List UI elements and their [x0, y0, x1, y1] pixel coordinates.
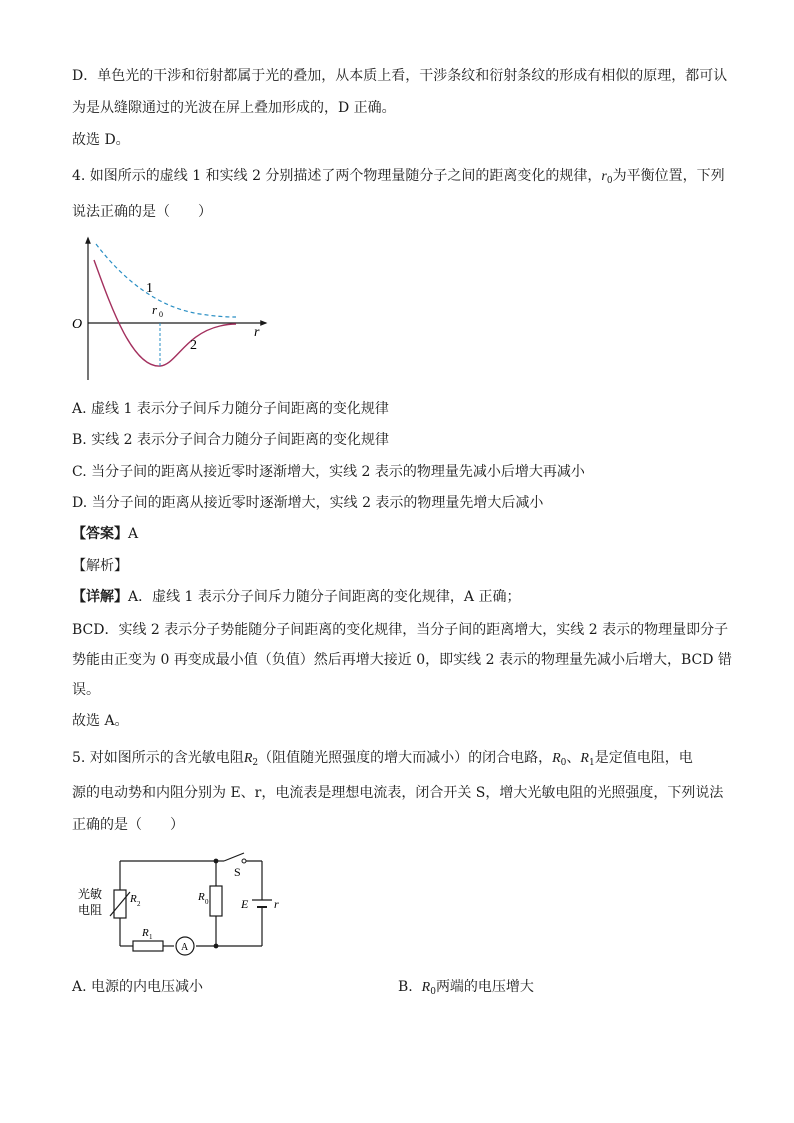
q4-analysis-tag: 【解析】: [72, 558, 128, 574]
r1-resistor: [133, 941, 163, 951]
switch-contact: [242, 859, 246, 863]
q4-option-b: B. 实线 2 表示分子间合力随分子间距离的变化规律: [72, 432, 389, 448]
q4-detail-3: 势能由正变为 0 再变成最小值（负值）然后再增大接近 0，即实线 2 表示的物理量先减小后增大，BCD 错: [72, 652, 732, 668]
q5-option-b-symbol: R: [421, 980, 431, 995]
q4-stem-a: 4. 如图所示的虚线 1 和实线 2 分别描述了两个物理量随分子之间的距离变化的规律，: [72, 168, 602, 184]
q5-r0-symbol: R: [552, 751, 561, 766]
q5-option-b-subscript: 0: [430, 987, 436, 997]
prev-answer-line-2: 为是从缝隙通过的光波在屏上叠加形成的，D 正确。: [72, 100, 396, 116]
curve-2-label: 2: [190, 338, 197, 353]
q4-r0-subscript: 0: [606, 176, 613, 186]
q5-stem-line-2: 源的电动势和内阻分别为 E、r，电流表是理想电流表，闭合开关 S，增大光敏电阻的光照强度，下列说法: [72, 785, 724, 801]
junction-dot-bottom: [214, 944, 219, 949]
q5-circuit: [74, 850, 294, 960]
r0-label: R: [198, 891, 205, 903]
q4-stem-line-1: [72, 166, 725, 191]
r1-label: R: [142, 927, 149, 939]
q5-stem-line-3: 正确的是（ ）: [72, 817, 184, 833]
curve-1-dashed: [96, 244, 236, 317]
prev-conclusion: 故选 D。: [72, 132, 130, 148]
photo-label-1: 光敏: [78, 887, 103, 901]
detail-text-1: A．虚线 1 表示分子间斥力随分子间距离的变化规律，A 正确；: [128, 589, 521, 605]
q4-detail-4: 误。: [72, 682, 100, 698]
r2-photo-arrow: [110, 892, 130, 916]
q4-figure: [70, 232, 280, 386]
q5-stem-c: 是定值电阻，电: [594, 750, 693, 766]
q4-stem-line-2: 说法正确的是（ ）: [72, 204, 212, 220]
q5-option-b: [398, 977, 534, 1002]
switch-blade: [224, 853, 244, 861]
junction-dot-top: [214, 859, 219, 864]
q4-option-c: C. 当分子间的距离从接近零时逐渐增大，实线 2 表示的物理量先减小后增大再减小: [72, 464, 585, 480]
q4-option-a: A. 虚线 1 表示分子间斥力随分子间距离的变化规律: [72, 401, 389, 417]
q4-option-d: D. 当分子间的距离从接近零时逐渐增大，实线 2 表示的物理量先增大后减小: [72, 495, 544, 511]
emf-label: E: [241, 897, 249, 911]
curve-2-solid: [94, 260, 236, 366]
r0-resistor: [210, 886, 222, 916]
r1-label-sub: 1: [149, 933, 153, 941]
ammeter-label: A: [181, 942, 189, 953]
r2-label-sub: 2: [137, 900, 141, 908]
q4-graph: [70, 232, 280, 382]
q5-r0-subscript: 0: [560, 758, 567, 768]
photo-label-2: 电阻: [78, 903, 103, 917]
internal-resistance-label: r: [274, 897, 279, 911]
q4-conclusion: 故选 A。: [72, 713, 129, 729]
answer-value: A: [128, 526, 139, 542]
q5-option-b-text: 两端的电压增大: [435, 979, 534, 995]
q5-stem-a: 5. 对如图所示的含光敏电阻: [72, 750, 244, 766]
q4-detail-2: BCD．实线 2 表示分子势能随分子间距离的变化规律，当分子间的距离增大，实线 2 表示的物理量即分子: [72, 622, 729, 638]
q5-r2-symbol: R: [243, 751, 253, 766]
q4-stem-b: 为平衡位置，下列: [612, 168, 725, 184]
r0-label: r: [152, 302, 158, 317]
q5-r1-symbol: R: [580, 751, 589, 766]
origin-label: O: [72, 317, 83, 332]
q5-r1-subscript: 1: [588, 758, 595, 768]
r0-label-subscript: 0: [159, 310, 163, 319]
q4-r0-symbol: r: [601, 169, 607, 184]
curve-1-label: 1: [146, 281, 153, 296]
q5-stem-line-1: [72, 748, 693, 773]
prev-answer-line-1: D．单色光的干涉和衍射都属于光的叠加，从本质上看，干涉条纹和衍射条纹的形成有相似的原理，都可认: [72, 68, 728, 84]
r2-label: R: [130, 893, 137, 905]
q5-sep: 、: [566, 750, 581, 766]
r0-label-sub: 0: [205, 898, 209, 906]
detail-tag: 【详解】: [72, 589, 128, 605]
q5-r2-subscript: 2: [252, 758, 259, 768]
q5-option-b-prefix: B.: [398, 979, 422, 995]
q5-circuit-figure: [74, 850, 294, 964]
switch-label: S: [234, 865, 241, 879]
q5-stem-b: （阻值随光照强度的增大而减小）的闭合电路，: [258, 750, 553, 766]
r-axis-label: r: [254, 325, 260, 340]
q4-answer: [72, 524, 138, 544]
answer-tag: 【答案】: [72, 526, 128, 542]
q5-option-a: A. 电源的内电压减小: [72, 979, 204, 995]
q4-detail-1: [72, 587, 520, 607]
